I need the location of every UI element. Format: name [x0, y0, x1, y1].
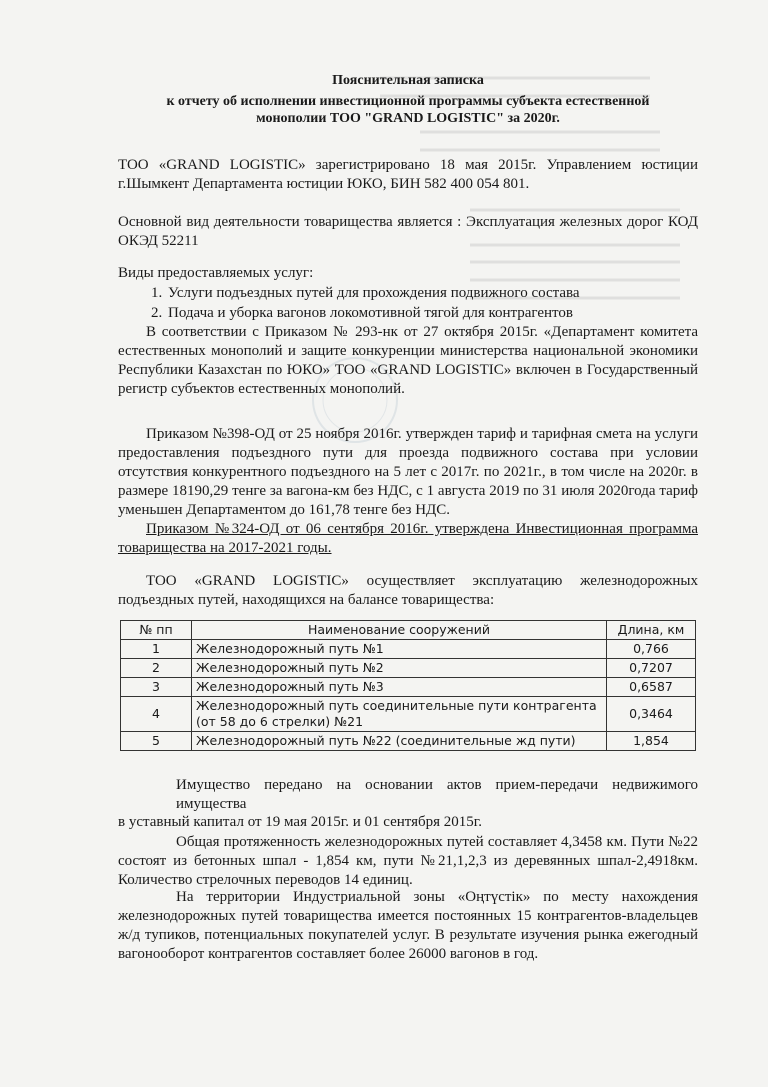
property-capital-line: в уставный капитал от 19 мая 2015г. и 01 сентября 2015г.	[118, 814, 483, 830]
row-name: Железнодорожный путь №2	[192, 659, 607, 678]
order-398-paragraph: Приказом №398-ОД от 25 ноября 2016г. утвержден тариф и тарифная смета на услуги предоставления подъездного пути для проезда подвижного состава при условии отсутствия конкурентного подъездного на 5 лет с 2017г. по 2021г., в том числе на 2020г. в размере 18190,29 тенге за вагона-км без НДС, с 1 августа 2019 по 31 июля 2020года тариф уменьшен Департаментом до 161,78 тенге без НДС.	[118, 426, 698, 518]
table-row	[121, 678, 696, 697]
row-num: 1	[121, 640, 192, 659]
railway-tracks-table	[120, 620, 696, 751]
row-length: 0,7207	[607, 659, 696, 678]
row-name: Железнодорожный путь №3	[192, 678, 607, 697]
table-row	[121, 732, 696, 751]
row-name: Железнодорожный путь №1	[192, 640, 607, 659]
row-name: Железнодорожный путь соединительные пути контрагента (от 58 до 6 стрелки) №21	[192, 697, 607, 732]
table-row	[121, 640, 696, 659]
document-subtitle-line2: монополии ТОО "GRAND LOGISTIC" за 2020г.	[256, 111, 560, 126]
order-293-paragraph: В соответствии с Приказом № 293-нк от 27 октября 2015г. «Департамент комитета естественных монополий и защите конкуренции министерства национальной экономики Республики Казахстан по ЮКО» ТОО «GRAND LOGISTIC» включен в Государственный регистр субъектов естественных монополий.	[118, 324, 698, 397]
document-title: Пояснительная записка	[332, 73, 484, 88]
total-length-paragraph: Общая протяженность железнодорожных путей составляет 4,3458 км. Пути №22 состоят из бетонных шпал - 1,854 км, пути №21,1,2,3 из деревянных шпал-2,4918км. Количество стрелочных переводов 14 единиц.	[118, 834, 698, 888]
document-subtitle-line1: к отчету об исполнении инвестиционной программы субъекта естественной	[166, 94, 650, 109]
column-header-length: Длина, км	[607, 621, 696, 640]
row-num: 4	[121, 697, 192, 732]
table-header-row	[121, 621, 696, 640]
territory-paragraph: На территории Индустриальной зоны «Оңтүстік» по месту нахождения железнодорожных путей товарищества имеется постоянных 15 контрагентов-владельцев ж/д тупиков, потенциальных покупателей услуг. В результате изучения рынка ежегодный вагонооборот контрагентов составляет более 26000 вагонов в год.	[118, 889, 698, 962]
row-num: 2	[121, 659, 192, 678]
services-heading: Виды предоставляемых услуг:	[118, 265, 314, 281]
order-324-paragraph: Приказом №324-ОД от 06 сентября 2016г. утверждена Инвестиционная программа товарищества на 2017-2021 годы.	[118, 521, 698, 556]
row-length: 1,854	[607, 732, 696, 751]
row-num: 3	[121, 678, 192, 697]
operation-paragraph: ТОО «GRAND LOGISTIC» осуществляет эксплуатацию железнодорожных подъездных путей, находящихся на балансе товарищества:	[118, 573, 698, 608]
column-header-num: № пп	[121, 621, 192, 640]
main-activity-paragraph: Основной вид деятельности товарищества является : Эксплуатация железных дорог КОД ОКЭД 52211	[118, 214, 698, 249]
table-row	[121, 659, 696, 678]
row-length: 0,3464	[607, 697, 696, 732]
row-length: 0,766	[607, 640, 696, 659]
property-transfer-paragraph: Имущество передано на основании актов прием-передачи недвижимого имущества	[176, 777, 698, 812]
registration-paragraph: ТОО «GRAND LOGISTIC» зарегистрировано 18 мая 2015г. Управлением юстиции г.Шымкент Департамента юстиции ЮКО, БИН 582 400 054 801.	[118, 157, 698, 192]
list-item: 2. Подача и уборка вагонов локомотивной тягой для контрагентов	[166, 303, 726, 323]
table-row	[121, 697, 696, 732]
row-length: 0,6587	[607, 678, 696, 697]
row-num: 5	[121, 732, 192, 751]
services-list	[118, 283, 726, 323]
list-item: 1. Услуги подъездных путей для прохождения подвижного состава	[166, 283, 726, 303]
column-header-name: Наименование сооружений	[192, 621, 607, 640]
row-name: Железнодорожный путь №22 (соединительные жд пути)	[192, 732, 607, 751]
